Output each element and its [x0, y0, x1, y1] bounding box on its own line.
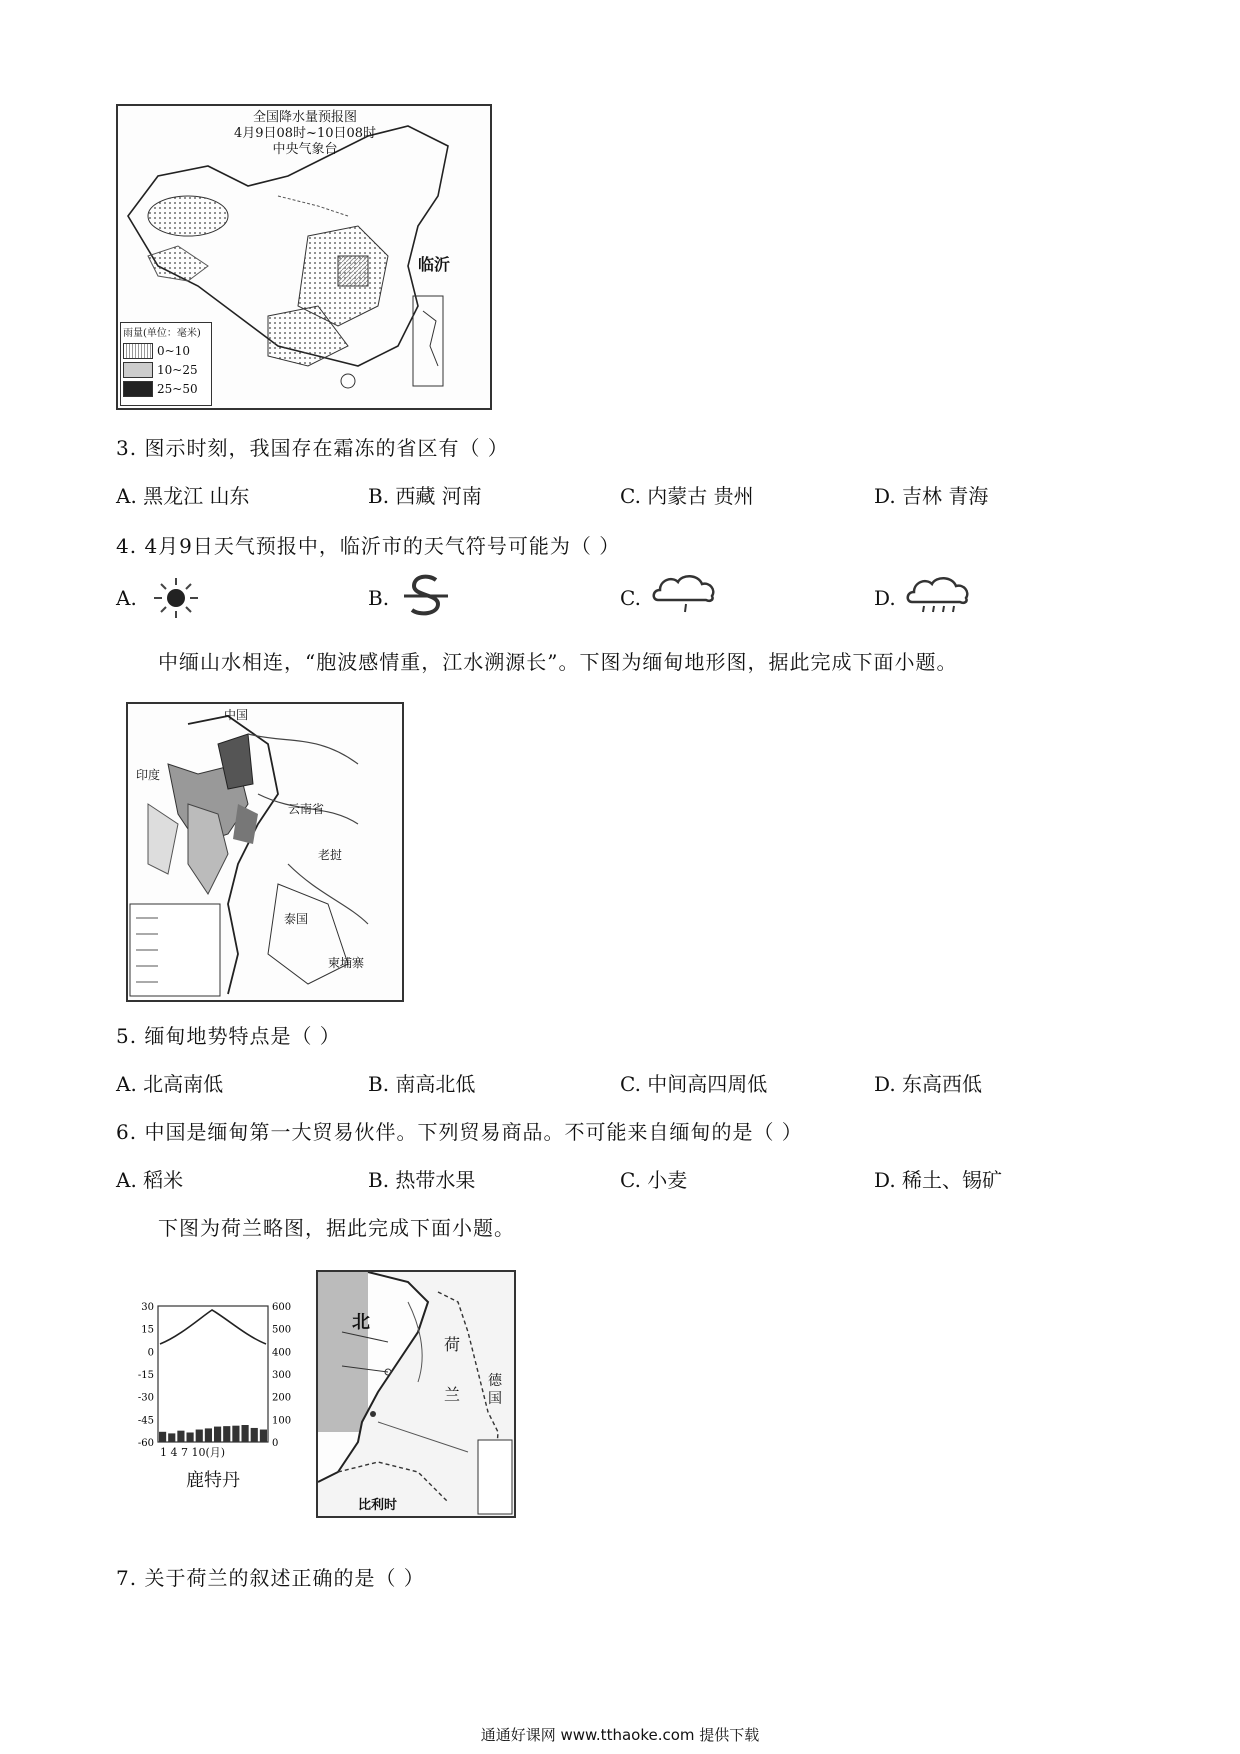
precip-bar	[214, 1427, 221, 1442]
precip-bar	[232, 1426, 239, 1442]
precip-tick-label: 0	[272, 1438, 279, 1449]
q3-option-c[interactable]: C. 内蒙古 贵州	[620, 484, 754, 508]
precip-tick-label: 500	[272, 1324, 292, 1336]
q4-option-c-label: C.	[620, 586, 641, 610]
precip-tick-label: 600	[272, 1302, 292, 1313]
q6-option-a[interactable]: A. 稻米	[116, 1168, 184, 1192]
question-3: 3. 图示时刻，我国存在霜冻的省区有（ ）	[116, 436, 509, 460]
temp-tick-label: 30	[141, 1302, 154, 1313]
legend-label-1: 0~10	[157, 344, 190, 358]
question-7: 7. 关于荷兰的叙述正确的是（ ）	[116, 1566, 425, 1590]
precip-bar	[168, 1433, 175, 1442]
q5-option-a[interactable]: A. 北高南低	[116, 1072, 224, 1096]
myanmar-terrain-map	[126, 702, 404, 1002]
legend-swatch-2	[123, 362, 153, 378]
q4-option-d[interactable]	[874, 586, 896, 610]
label-cambodia: 柬埔寨	[328, 956, 365, 970]
q6-option-b[interactable]: B. 热带水果	[368, 1168, 476, 1192]
light-rain-icon	[650, 570, 720, 620]
q3-option-d[interactable]: D. 吉林 青海	[874, 484, 989, 508]
intro-myanmar: 中缅山水相连，“胞波感情重，江水溯源长”。下图为缅甸地形图，据此完成下面小题。	[158, 650, 958, 674]
precip-bar	[251, 1428, 258, 1442]
question-6: 6. 中国是缅甸第一大贸易伙伴。下列贸易商品。不可能来自缅甸的是（ ）	[116, 1120, 803, 1144]
climate-city-label: 鹿特丹	[186, 1470, 240, 1491]
temp-tick-label: -60	[137, 1438, 154, 1449]
label-linyi: 临沂	[418, 255, 451, 274]
q5-option-d[interactable]: D. 东高西低	[874, 1072, 983, 1096]
precip-bar	[205, 1428, 212, 1442]
q4-option-b-label: B.	[368, 586, 390, 610]
page-footer: 通通好课网 www.tthaoke.com 提供下载	[480, 1726, 760, 1744]
label-belgium: 比利时	[358, 1498, 398, 1513]
label-laos: 老挝	[318, 848, 343, 862]
legend-swatch-3	[123, 381, 153, 397]
precip-bar	[260, 1430, 267, 1442]
label-germany: 德国	[488, 1373, 502, 1407]
q6-option-c[interactable]: C. 小麦	[620, 1168, 688, 1192]
precip-tick-label: 100	[272, 1415, 292, 1427]
label-yunnan: 云南省	[288, 802, 325, 816]
q4-option-b[interactable]	[368, 586, 389, 610]
q3-option-a[interactable]: A. 黑龙江 山东	[116, 484, 250, 508]
map-source: 中央气象台	[272, 142, 338, 157]
intro-netherlands: 下图为荷兰略图，据此完成下面小题。	[158, 1216, 515, 1240]
q6-option-d[interactable]: D. 稀土、锡矿	[874, 1168, 1003, 1192]
precip-bar	[242, 1425, 249, 1442]
precip-bar	[223, 1426, 230, 1442]
rotterdam-climate-chart	[110, 1296, 310, 1496]
question-5: 5. 缅甸地势特点是（ ）	[116, 1024, 341, 1048]
label-india: 印度	[136, 768, 161, 782]
q4-option-c[interactable]	[620, 586, 641, 610]
q4-option-a[interactable]	[116, 586, 137, 610]
precip-tick-label: 400	[272, 1347, 292, 1359]
temp-tick-label: 15	[141, 1324, 154, 1336]
q3-option-b[interactable]: B. 西藏 河南	[368, 484, 482, 508]
q4-option-d-label: D.	[874, 586, 896, 610]
legend-title: 雨量(单位：毫米)	[123, 328, 201, 339]
temp-tick-label: -45	[137, 1415, 154, 1427]
precip-legend	[120, 322, 212, 406]
precip-tick-label: 200	[272, 1392, 292, 1404]
question-4: 4. 4月9日天气预报中，临沂市的天气符号可能为（ ）	[116, 534, 621, 558]
q5-option-c[interactable]: C. 中间高四周低	[620, 1072, 768, 1096]
temp-tick-label: -15	[137, 1370, 154, 1381]
label-netherlands-1: 荷	[444, 1335, 461, 1354]
precip-tick-label: 300	[272, 1370, 292, 1381]
map-time: 4月9日08时~10日08时	[233, 126, 377, 141]
china-precipitation-map	[116, 104, 492, 410]
q4-option-a-label: A.	[116, 586, 137, 610]
label-netherlands-2: 兰	[444, 1385, 461, 1404]
precip-bar	[196, 1430, 203, 1442]
q5-option-b[interactable]: B. 南高北低	[368, 1072, 476, 1096]
label-china: 中国	[224, 708, 249, 722]
label-thailand: 泰国	[284, 912, 309, 926]
temp-tick-label: -30	[137, 1392, 154, 1404]
netherlands-map	[316, 1270, 516, 1518]
temp-tick-label: 0	[147, 1347, 154, 1359]
precip-bar	[187, 1432, 194, 1442]
climate-x-axis: 1 4 7 10(月)	[160, 1446, 226, 1459]
map-title: 全国降水量预报图	[252, 110, 357, 125]
precip-bar	[159, 1432, 166, 1442]
legend-swatch-1	[123, 343, 153, 359]
sandstorm-icon	[398, 570, 454, 622]
sunny-icon	[150, 576, 202, 620]
legend-label-3: 25~50	[157, 382, 198, 396]
precip-bar	[177, 1431, 184, 1442]
legend-label-2: 10~25	[157, 363, 198, 377]
moderate-rain-icon	[904, 572, 978, 622]
label-north-sea: 北	[352, 1312, 370, 1333]
